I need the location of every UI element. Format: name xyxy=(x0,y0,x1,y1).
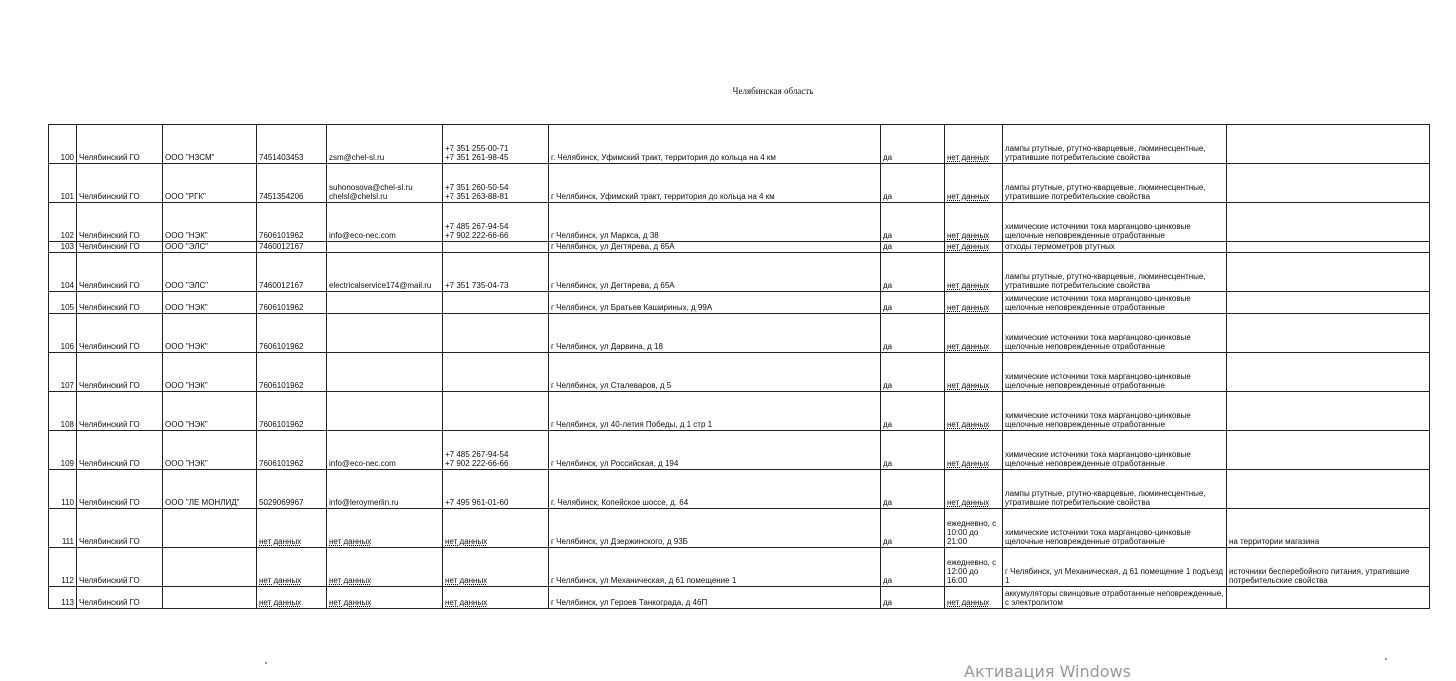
district-cell: Челябинский ГО xyxy=(77,203,163,242)
address-cell: г Челябинск, ул Механическая, д 61 помещение 1 xyxy=(549,548,881,587)
table-row xyxy=(49,587,1430,609)
hours-cell: ежедневно, с 12:00 до 16:00 xyxy=(945,548,1003,587)
phone-cell xyxy=(443,292,549,314)
email-cell: info@leroymerlin.ru xyxy=(327,470,443,509)
flag-cell: да xyxy=(881,125,945,164)
scan-speck xyxy=(1385,658,1387,660)
phone-cell: +7 351 735-04-73 xyxy=(443,253,549,292)
flag-cell: да xyxy=(881,203,945,242)
address-cell: г Челябинск, ул Сталеваров, д 5 xyxy=(549,353,881,392)
organization-cell: ООО "НЭК" xyxy=(163,314,257,353)
hours-cell: ежедневно, с 10:00 до 21:00 xyxy=(945,509,1003,548)
note-cell xyxy=(1227,164,1430,203)
district-cell: Челябинский ГО xyxy=(77,587,163,609)
organization-cell: ООО "ЭЛС" xyxy=(163,253,257,292)
row-number: 103 xyxy=(49,242,77,253)
row-number: 109 xyxy=(49,431,77,470)
note-cell: источники бесперебойного питания, утратившие потребительские свойства xyxy=(1227,548,1430,587)
row-number: 101 xyxy=(49,164,77,203)
waste-type-cell: химические источники тока марганцово-цинковые щелочные неповрежденные отработанные xyxy=(1003,203,1227,242)
address-cell: г Челябинск, ул Героев Танкограда, д 46П xyxy=(549,587,881,609)
address-cell: г Челябинск, ул Российская, д 194 xyxy=(549,431,881,470)
inn-cell: 7451403453 xyxy=(257,125,327,164)
organization-cell: ООО "НЭК" xyxy=(163,353,257,392)
table-row xyxy=(49,242,1430,253)
phone-cell: +7 351 260-50-54 +7 351 263-88-81 xyxy=(443,164,549,203)
flag-cell: да xyxy=(881,164,945,203)
district-cell: Челябинский ГО xyxy=(77,242,163,253)
note-cell xyxy=(1227,253,1430,292)
address-cell: г Челябинск, ул Дегтярева, д 65А xyxy=(549,242,881,253)
email-cell xyxy=(327,292,443,314)
waste-type-cell: химические источники тока марганцово-цинковые щелочные неповрежденные отработанные xyxy=(1003,392,1227,431)
email-cell: electricalservice174@mail.ru xyxy=(327,253,443,292)
waste-type-cell: химические источники тока марганцово-цинковые щелочные неповрежденные отработанные xyxy=(1003,353,1227,392)
waste-type-cell: химические источники тока марганцово-цинковые щелочные неповрежденные отработанные xyxy=(1003,292,1227,314)
email-cell: нет данных xyxy=(327,548,443,587)
phone-cell: нет данных xyxy=(443,548,549,587)
table-row xyxy=(49,470,1430,509)
hours-cell: нет данных xyxy=(945,203,1003,242)
table-row xyxy=(49,164,1430,203)
district-cell: Челябинский ГО xyxy=(77,431,163,470)
row-number: 111 xyxy=(49,509,77,548)
email-cell: zsm@chel-sl.ru xyxy=(327,125,443,164)
page-title: Челябинская область xyxy=(732,86,814,96)
email-cell xyxy=(327,392,443,431)
inn-cell: 7451354206 xyxy=(257,164,327,203)
flag-cell: да xyxy=(881,470,945,509)
inn-cell: нет данных xyxy=(257,509,327,548)
district-cell: Челябинский ГО xyxy=(77,392,163,431)
hours-cell: нет данных xyxy=(945,164,1003,203)
email-cell: нет данных xyxy=(327,509,443,548)
email-cell xyxy=(327,353,443,392)
organization-cell: ООО "РГК" xyxy=(163,164,257,203)
organization-cell: ООО "НЭК" xyxy=(163,203,257,242)
scan-speck xyxy=(265,662,267,664)
flag-cell: да xyxy=(881,353,945,392)
waste-type-cell: отходы термометров ртутных xyxy=(1003,242,1227,253)
address-cell: г Челябинск, ул 40-летия Победы, д 1 стр 1 xyxy=(549,392,881,431)
windows-activation-watermark: Активация Windows xyxy=(964,662,1131,681)
phone-cell: +7 485 267-94-54 +7 902 222-66-66 xyxy=(443,431,549,470)
waste-type-cell: химические источники тока марганцово-цинковые щелочные неповрежденные отработанные xyxy=(1003,509,1227,548)
note-cell xyxy=(1227,314,1430,353)
phone-cell: +7 351 255-00-71 +7 351 261-98-45 xyxy=(443,125,549,164)
inn-cell: 7606101962 xyxy=(257,353,327,392)
note-cell xyxy=(1227,292,1430,314)
note-cell: на территории магазина xyxy=(1227,509,1430,548)
table-row xyxy=(49,431,1430,470)
address-cell: г Челябинск, Уфимский тракт, территория до кольца на 4 км xyxy=(549,164,881,203)
phone-cell xyxy=(443,314,549,353)
district-cell: Челябинский ГО xyxy=(77,470,163,509)
inn-cell: 7606101962 xyxy=(257,292,327,314)
phone-cell: нет данных xyxy=(443,509,549,548)
organization-cell: ООО "ЭЛС" xyxy=(163,242,257,253)
waste-type-cell: аккумуляторы свинцовые отработанные неповрежденные, с электролитом xyxy=(1003,587,1227,609)
inn-cell: 7606101962 xyxy=(257,431,327,470)
phone-cell xyxy=(443,353,549,392)
row-number: 108 xyxy=(49,392,77,431)
email-cell xyxy=(327,242,443,253)
row-number: 106 xyxy=(49,314,77,353)
row-number: 100 xyxy=(49,125,77,164)
organization-cell xyxy=(163,587,257,609)
inn-cell: 7460012167 xyxy=(257,253,327,292)
organization-cell: ООО "НЭК" xyxy=(163,392,257,431)
address-cell: г Челябинск, ул Дегтярева, д 65А xyxy=(549,253,881,292)
address-cell: г. Челябинск, Уфимский тракт, территория до кольца на 4 км xyxy=(549,125,881,164)
hours-cell: нет данных xyxy=(945,587,1003,609)
waste-type-cell: г Челябинск, ул Механическая, д 61 помещение 1 подъезд 1 xyxy=(1003,548,1227,587)
email-cell: info@eco-nec.com xyxy=(327,203,443,242)
flag-cell: да xyxy=(881,431,945,470)
organization-cell: ООО "НЗСМ" xyxy=(163,125,257,164)
table-row xyxy=(49,203,1430,242)
inn-cell: нет данных xyxy=(257,587,327,609)
flag-cell: да xyxy=(881,392,945,431)
phone-cell xyxy=(443,242,549,253)
district-cell: Челябинский ГО xyxy=(77,548,163,587)
address-cell: г. Челябинск, Копейское шоссе, д. 64 xyxy=(549,470,881,509)
hours-cell: нет данных xyxy=(945,353,1003,392)
table-row xyxy=(49,392,1430,431)
district-cell: Челябинский ГО xyxy=(77,164,163,203)
hours-cell: нет данных xyxy=(945,125,1003,164)
organization-cell xyxy=(163,548,257,587)
flag-cell: да xyxy=(881,292,945,314)
table-row xyxy=(49,292,1430,314)
waste-type-cell: лампы ртутные, ртутно-кварцевые, люминесцентные, утратившие потребительские свойства xyxy=(1003,164,1227,203)
email-cell: suhonosova@chel-sl.ru chelsl@chelsl.ru xyxy=(327,164,443,203)
flag-cell: да xyxy=(881,242,945,253)
table-row xyxy=(49,509,1430,548)
hours-cell: нет данных xyxy=(945,242,1003,253)
address-cell: г Челябинск, ул Братьев Кашириных, д 99А xyxy=(549,292,881,314)
hours-cell: нет данных xyxy=(945,253,1003,292)
flag-cell: да xyxy=(881,314,945,353)
district-cell: Челябинский ГО xyxy=(77,253,163,292)
address-cell: г Челябинск, ул Дзержинского, д 93Б xyxy=(549,509,881,548)
table-row xyxy=(49,253,1430,292)
row-number: 105 xyxy=(49,292,77,314)
email-cell xyxy=(327,314,443,353)
note-cell xyxy=(1227,203,1430,242)
note-cell xyxy=(1227,353,1430,392)
phone-cell: +7 485 267-94-54 +7 902 222-66-66 xyxy=(443,203,549,242)
table-row xyxy=(49,125,1430,164)
hours-cell: нет данных xyxy=(945,314,1003,353)
row-number: 113 xyxy=(49,587,77,609)
row-number: 112 xyxy=(49,548,77,587)
table-row xyxy=(49,314,1430,353)
note-cell xyxy=(1227,431,1430,470)
note-cell xyxy=(1227,470,1430,509)
organization-cell: ООО "НЭК" xyxy=(163,431,257,470)
email-cell: нет данных xyxy=(327,587,443,609)
district-cell: Челябинский ГО xyxy=(77,314,163,353)
district-cell: Челябинский ГО xyxy=(77,292,163,314)
district-cell: Челябинский ГО xyxy=(77,125,163,164)
flag-cell: да xyxy=(881,509,945,548)
inn-cell: нет данных xyxy=(257,548,327,587)
address-cell: г Челябинск, ул Маркса, д 38 xyxy=(549,203,881,242)
waste-type-cell: химические источники тока марганцово-цинковые щелочные неповрежденные отработанные xyxy=(1003,431,1227,470)
inn-cell: 7606101962 xyxy=(257,203,327,242)
organization-cell: ООО "НЭК" xyxy=(163,292,257,314)
inn-cell: 5029069967 xyxy=(257,470,327,509)
waste-type-cell: лампы ртутные, ртутно-кварцевые, люминесцентные, утратившие потребительские свойства xyxy=(1003,125,1227,164)
note-cell xyxy=(1227,392,1430,431)
address-cell: г Челябинск, ул Дарвина, д 18 xyxy=(549,314,881,353)
organization-cell xyxy=(163,509,257,548)
hours-cell: нет данных xyxy=(945,292,1003,314)
hours-cell: нет данных xyxy=(945,392,1003,431)
inn-cell: 7606101962 xyxy=(257,314,327,353)
waste-type-cell: лампы ртутные, ртутно-кварцевые, люминесцентные, утратившие потребительские свойства xyxy=(1003,470,1227,509)
flag-cell: да xyxy=(881,253,945,292)
inn-cell: 7606101962 xyxy=(257,392,327,431)
table-row xyxy=(49,548,1430,587)
flag-cell: да xyxy=(881,587,945,609)
row-number: 102 xyxy=(49,203,77,242)
row-number: 110 xyxy=(49,470,77,509)
hours-cell: нет данных xyxy=(945,431,1003,470)
table-row xyxy=(49,353,1430,392)
note-cell xyxy=(1227,587,1430,609)
registry-body xyxy=(49,125,1430,609)
district-cell: Челябинский ГО xyxy=(77,353,163,392)
waste-type-cell: лампы ртутные, ртутно-кварцевые, люминесцентные, утратившие потребительские свойства xyxy=(1003,253,1227,292)
waste-type-cell: химические источники тока марганцово-цинковые щелочные неповрежденные отработанные xyxy=(1003,314,1227,353)
organization-cell: ООО "ЛЕ МОНЛИД" xyxy=(163,470,257,509)
inn-cell: 7460012167 xyxy=(257,242,327,253)
email-cell: info@eco-nec.com xyxy=(327,431,443,470)
district-cell: Челябинский ГО xyxy=(77,509,163,548)
row-number: 107 xyxy=(49,353,77,392)
hours-cell: нет данных xyxy=(945,470,1003,509)
phone-cell xyxy=(443,392,549,431)
phone-cell: +7 495 961-01-60 xyxy=(443,470,549,509)
row-number: 104 xyxy=(49,253,77,292)
note-cell xyxy=(1227,242,1430,253)
phone-cell: нет данных xyxy=(443,587,549,609)
flag-cell: да xyxy=(881,548,945,587)
note-cell xyxy=(1227,125,1430,164)
registry-table xyxy=(48,124,1430,609)
